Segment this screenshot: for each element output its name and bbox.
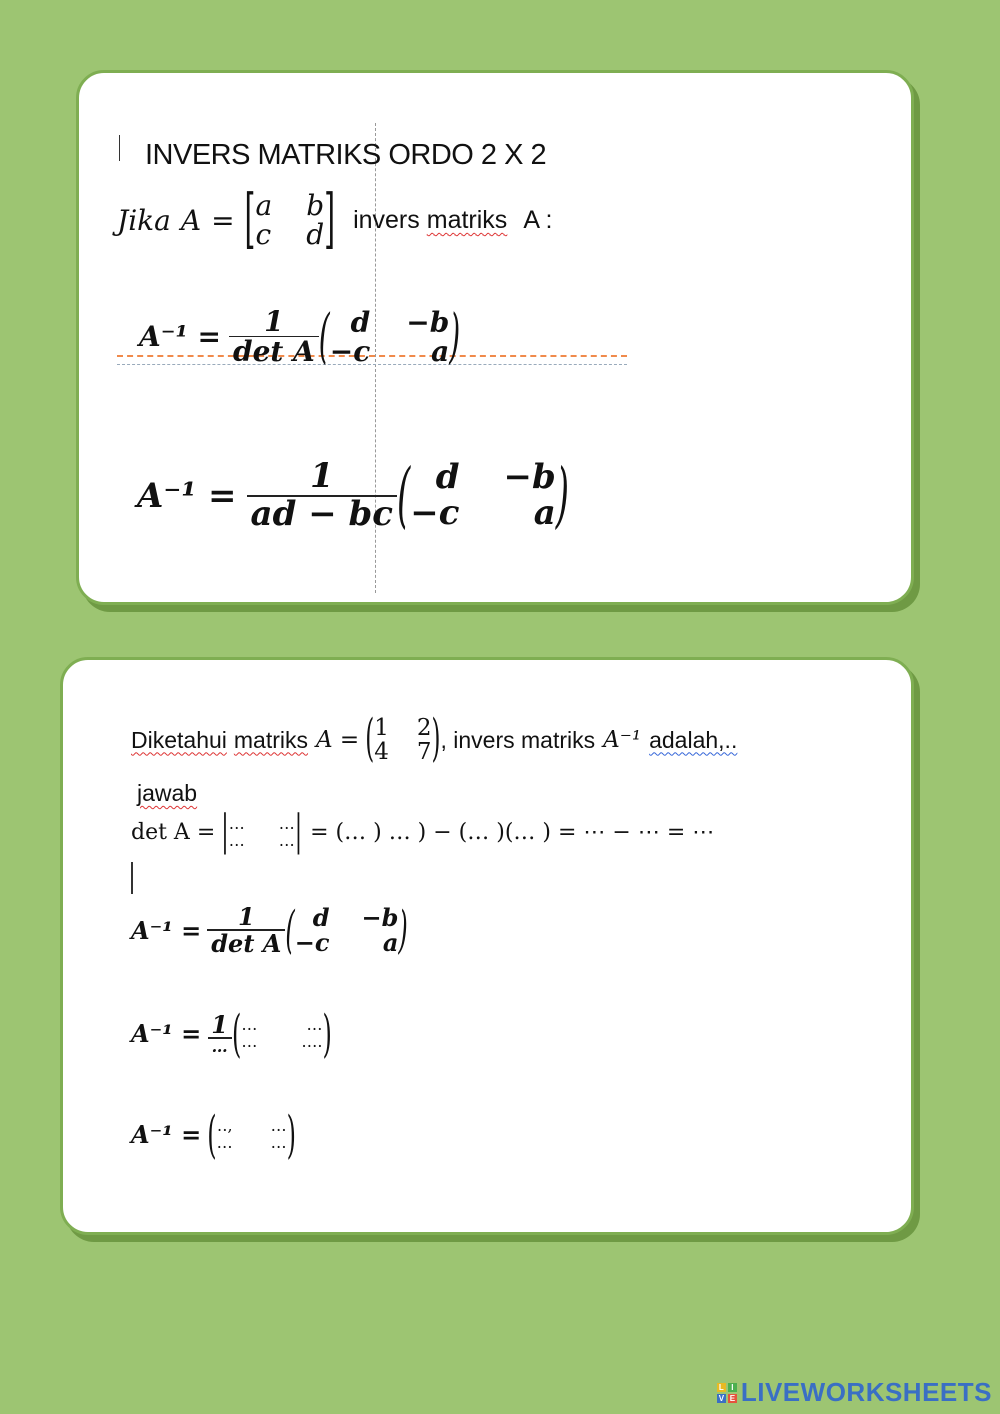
fraction-denominator: det A (229, 336, 319, 366)
invers-word: invers (353, 205, 420, 234)
blank-cell: …. (301, 1031, 323, 1051)
fraction (247, 456, 397, 534)
inverse-step-formula (131, 900, 408, 960)
question-line (131, 710, 738, 768)
step-lhs: A⁻¹ = (131, 915, 202, 945)
blank-cell: … (228, 830, 245, 850)
logo-letter: E (729, 1393, 736, 1403)
matrix-name: A (180, 203, 202, 237)
matrix-cell: −b (406, 305, 450, 339)
matrix-cell: −b (503, 457, 556, 497)
matrix-cell: −c (329, 334, 371, 368)
matrix-cell: c (255, 218, 272, 252)
blank-cell: … (241, 1015, 258, 1035)
matrix-cell: d (306, 218, 325, 252)
blank-cell: … (278, 814, 295, 833)
inverse-formula-adbc (137, 453, 569, 538)
matrix-cell: a (382, 928, 399, 958)
blank-cell: ‥, (216, 1116, 233, 1135)
brand-name: LIVEWORKSHEETS (740, 1377, 992, 1407)
fraction-denominator-blank: … (208, 1037, 232, 1056)
fraction (229, 307, 319, 367)
matrix-cell: 7 (416, 739, 432, 766)
fraction (207, 1012, 232, 1056)
inverse-result-blank (131, 1105, 297, 1165)
blank-cell: … (216, 1132, 233, 1152)
matrix-cell: 1 (374, 715, 389, 741)
fraction-numerator: 1 (237, 902, 255, 931)
blank-matrix: ( … … … …. ) (231, 1004, 332, 1064)
jawab-label: jawab (137, 780, 198, 806)
logo-letter: V (718, 1393, 725, 1403)
fraction-numerator: 1 (309, 456, 334, 496)
fraction (207, 902, 285, 959)
inverse-symbol: A⁻¹ (603, 727, 642, 754)
blank-cell: … (306, 1015, 323, 1035)
formula-lhs: A⁻¹ = (139, 320, 221, 354)
fraction-denominator: det A (207, 929, 285, 956)
given-matrix: ( 1 2 4 7 ) (365, 710, 441, 768)
equals-sign: = (211, 203, 235, 237)
blank-cell: … (278, 830, 295, 850)
matrix-cell: 2 (416, 715, 432, 741)
determinant-line (131, 808, 715, 856)
step-lhs: A⁻¹ = (131, 1019, 202, 1049)
question-mid-text: , invers matriks (440, 726, 596, 753)
definition-line (117, 181, 553, 258)
text-cursor-mark (119, 135, 120, 161)
formula-lhs: A⁻¹ = (137, 475, 237, 516)
matrix-cell: b (306, 189, 325, 222)
exercise-card (60, 657, 914, 1235)
matrix-cell: 4 (374, 739, 389, 766)
matrix-A: [ a b c d ] (244, 181, 336, 258)
matrix-cell: d (350, 305, 371, 339)
adjugate-matrix: ( d −b −c a ) (397, 453, 569, 538)
adalah-word: adalah,.. (649, 726, 738, 753)
inverse-step-blank (131, 1004, 332, 1064)
matrix-cell: −b (361, 903, 399, 932)
blank-cell: … (270, 1116, 287, 1135)
logo-letter: L (717, 1383, 726, 1392)
det-lhs: det A = (131, 820, 216, 846)
matrix-cell: −c (410, 492, 460, 533)
liveworksheets-logo[interactable] (717, 1377, 992, 1408)
det-rhs: = (… ) … ) − (… )(… ) = ⋯ − ⋯ = ⋯ (310, 820, 715, 846)
adjugate-matrix: ( d −b −c a ) (285, 900, 408, 960)
matriks-word: matriks (426, 205, 508, 234)
diketahui-word: Diketahui (131, 726, 227, 753)
inverse-formula-det (139, 301, 461, 371)
card-title: INVERS MATRIKS ORDO 2 X 2 (145, 139, 547, 171)
fraction-denominator: ad − bc (247, 495, 397, 533)
matrix-A-label: A = (316, 727, 360, 754)
matrix-cell: d (312, 903, 330, 932)
logo-icon (717, 1383, 737, 1403)
A-colon: A : (523, 205, 553, 234)
text-cursor (131, 862, 133, 894)
matrix-cell: a (431, 334, 450, 368)
blank-cell: … (228, 814, 245, 833)
adjugate-matrix: ( d −b −c a ) (318, 301, 461, 371)
det-matrix: | … … … … | (221, 808, 303, 856)
blank-cell: … (270, 1132, 287, 1152)
matrix-cell: d (435, 457, 460, 497)
fraction-numerator: 1 (211, 1010, 228, 1039)
matriks-word: matriks (233, 726, 309, 753)
matrix-cell: a (255, 189, 273, 222)
matrix-cell: −c (294, 928, 330, 958)
result-lhs: A⁻¹ = (131, 1120, 202, 1150)
result-matrix: ( ‥, … … … ) (207, 1105, 297, 1165)
logo-letter: I (728, 1383, 737, 1392)
formula-card (76, 70, 914, 605)
jika-word: Jika (117, 203, 171, 237)
fraction-numerator: 1 (264, 305, 284, 338)
matrix-cell: a (533, 492, 556, 533)
blank-cell: … (241, 1031, 258, 1051)
